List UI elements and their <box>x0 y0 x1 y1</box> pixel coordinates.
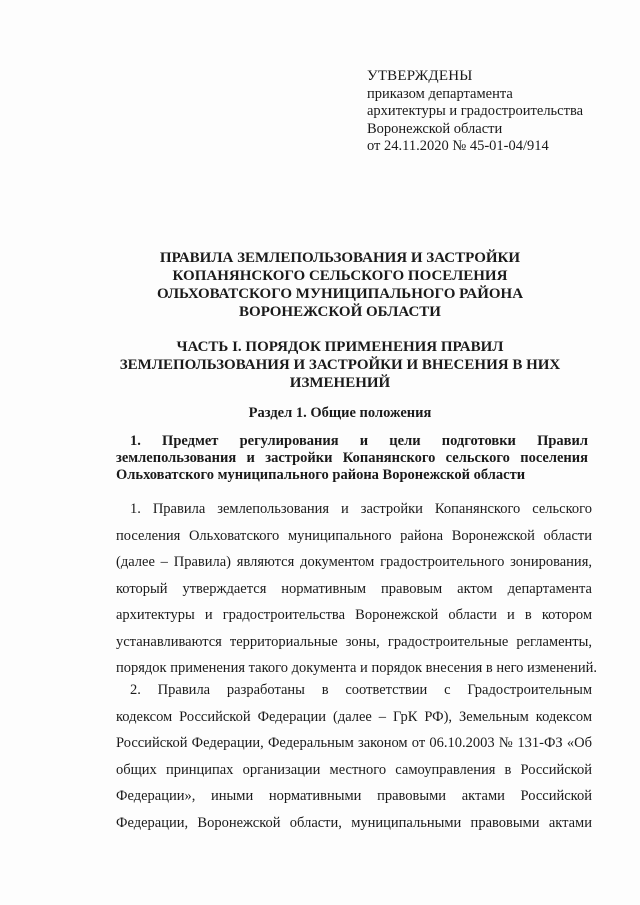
clause-heading-line: 1. Предмет регулирования и цели подготовки Правил <box>130 433 588 449</box>
paragraph-line: Российской Федерации, Федеральным законом от 06.10.2003 № 131-ФЗ «Об <box>116 735 592 751</box>
section-title: Раздел 1. Общие положения <box>248 405 432 421</box>
paragraph-2 <box>116 677 592 836</box>
document-title <box>100 249 580 321</box>
approval-line: от 24.11.2020 № 45-01-04/914 <box>367 138 549 154</box>
paragraph-line: поселения Ольховатского муниципального района Воронежской области <box>116 527 592 544</box>
paragraph-line: 2. Правила разработаны в соответствии с Градостроительным <box>130 682 592 698</box>
part-line: ЧАСТЬ I. ПОРЯДОК ПРИМЕНЕНИЯ ПРАВИЛ <box>176 339 504 355</box>
paragraph-line: общих принципах организации местного самоуправления в Российской <box>116 761 592 778</box>
approval-line: архитектуры и градостроительства <box>367 103 584 119</box>
approval-line: Воронежской области <box>367 120 503 137</box>
title-line: КОПАНЯНСКОГО СЕЛЬСКОГО ПОСЕЛЕНИЯ <box>172 268 508 284</box>
paragraph-line: устанавливаются территориальные зоны, градостроительные регламенты, <box>116 633 592 650</box>
paragraph-line: (далее – Правила) являются документом градостроительного зонирования, <box>116 554 592 570</box>
paragraph-line: 1. Правила землепользования и застройки Копанянского сельского <box>130 501 592 517</box>
paragraph-line: который утверждается нормативным правовым актом департамента <box>116 580 592 597</box>
paragraph-1 <box>116 496 598 682</box>
title-line: ВОРОНЕЖСКОЙ ОБЛАСТИ <box>239 304 441 320</box>
clause-heading-line: Ольховатского муниципального района Воронежской области <box>116 467 526 483</box>
paragraph-line: порядок применения такого документа и порядок внесения в него изменений. <box>116 660 598 676</box>
approval-line: приказом департамента <box>367 85 513 102</box>
clause-heading <box>116 433 588 484</box>
paragraph-line: кодексом Российской Федерации (далее – ГрК РФ), Земельным кодексом <box>116 708 592 725</box>
paragraph-line: Федерации, Воронежской области, муниципальными правовыми актами <box>116 814 592 831</box>
part-title <box>100 338 580 392</box>
approval-stamp <box>367 68 583 156</box>
title-line: ПРАВИЛА ЗЕМЛЕПОЛЬЗОВАНИЯ И ЗАСТРОЙКИ <box>159 250 521 266</box>
paragraph-line: Федерации», иными нормативными правовыми актами Российской <box>116 788 592 804</box>
part-line: ИЗМЕНЕНИЙ <box>289 375 391 391</box>
approval-head: УТВЕРЖДЕНЫ <box>367 68 473 84</box>
paragraph-line: архитектуры и градостроительства Воронежской области и в котором <box>116 607 592 623</box>
part-line: ЗЕМЛЕПОЛЬЗОВАНИЯ И ЗАСТРОЙКИ И ВНЕСЕНИЯ В НИХ <box>119 357 561 373</box>
title-line: ОЛЬХОВАТСКОГО МУНИЦИПАЛЬНОГО РАЙОНА <box>156 286 524 302</box>
clause-heading-line: землепользования и застройки Копанянского сельского поселения <box>116 450 588 466</box>
